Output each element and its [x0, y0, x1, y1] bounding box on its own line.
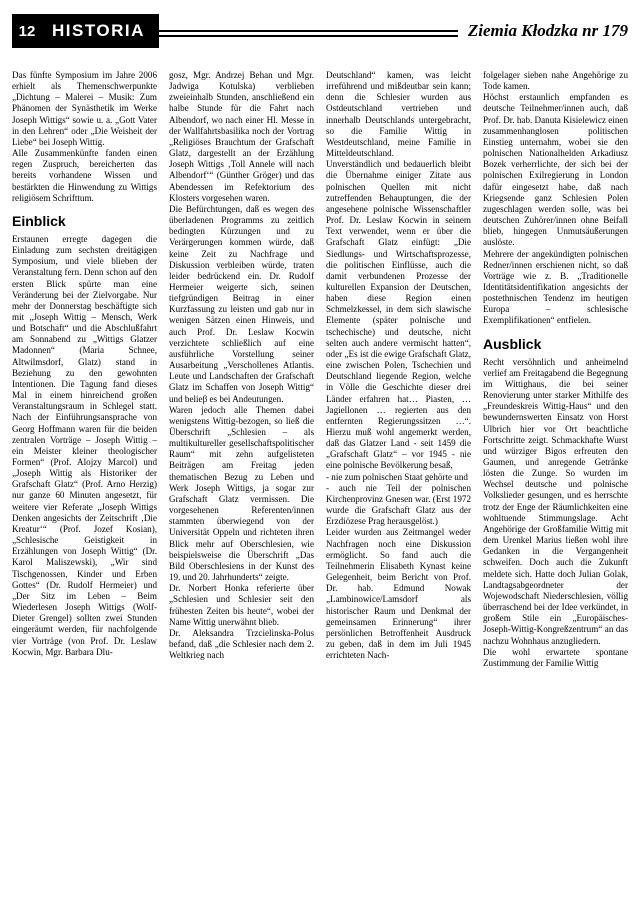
- issue-title: Ziemia Kłodzka nr 179: [458, 14, 628, 48]
- paragraph: Deutschland“ kamen, was leicht irreführend und mißdeutbar sein kann; denn die Schlesier wurden aus Ostdeutschland vertrieben und innerhalb Deutschlands untergebracht, so die Familie Wittig in Westdeutschland, meine Familie in Mitteldeutschland.: [326, 70, 471, 159]
- paragraph: Die Befürchtungen, daß es wegen des überladenen Programms zu zeitlich bedingten Kürzungen und zu Verärgerungen kommen würde, daß keine Zeit zu Nachfrage und Diskussion verbleiben würde, traten leider bedrückend ein. Dr. Rudolf Hermeier weigerte sich, seinen tiefgründigen Beitrag in einer Kurzfassung zu leisten und gab nur in wenigen Sätzen einen Hinweis, und auch Prof. Dr. Leslaw Kocwin verzichtete schließlich auf eine ausführliche Vorstellung seiner Ausarbeitung „Verschollenes Atlantis. Leute und Landschaften der Grafschaft Glatz im Schaffen von Joseph Wittig“ und belieβ es bei Andeutungen.: [169, 203, 314, 404]
- paragraph: folgelager sieben nahe Angehörige zu Tode kamen.: [483, 70, 628, 92]
- paragraph: Dr. Norbert Honka referierte über „Schlesien und Schlesier seit den frühesten Zeiten bis heute“, wobei der Name Wittig unerwähnt blieb.: [169, 583, 314, 627]
- paragraph: Die wohl erwartete spontane Zustimmung der Familie Wittig: [483, 646, 628, 668]
- paragraph: Leider wurden aus Zeitmangel weder Nachfragen noch eine Diskussion ermöglicht. So fand auch die Teilnehmerin Elisabeth Kynast keine Gelegenheit, beim Bericht von Prof. Dr. hab. Edmund Nowak „Lambinowice/Lamsdorf als historischer Raum und Denkmal der gemeinsamen Erinnerung“ ihrer persönlichen Betroffenheit Ausdruck zu geben, daß in dem im Juli 1945 errichteten Nach-: [326, 527, 471, 661]
- paragraph: Mehrere der angekündigten polnischen Redner/innen erschienen nicht, so daß Vorträge wie z. B. „Traditionelle Identitätsidentifikation angesichts der postethnischen Tendenz im heutigen Europa – schlesische Exemplifikationen“ entfielen.: [483, 248, 628, 326]
- column-4: [483, 70, 628, 911]
- masthead-divider-rule: [159, 14, 458, 48]
- paragraph: Alle Zusammenkünfte fanden einen regen Zuspruch, bereicherten das bereits vorhandene Wissen und bestärkten die Hinwendung zu Wittigs religiösem Schrifttum.: [12, 148, 157, 203]
- paragraph: gosz, Mgr. Andrzej Behan und Mgr. Jadwiga Kotulska) verblieben zweieinhalb Stunden, anschließend ein halbe Stunde für die Fahrt nach Albendorf, wo nach einer Hl. Messe in der Wallfahrtsbasilika noch der Vortrag „Religiöses Brauchtum der Grafschaft Glatz, dargestellt an der Erzählung Joseph Wittigs ‚Toll Annele will nach Albendorf‘“ (Günther Gröger) und das Abendessen im Refektorium des Klosters vorgesehen waren.: [169, 70, 314, 203]
- paragraph: Das fünfte Symposium im Jahre 2006 erhielt als Themenschwerpunkte „Dichtung – Malerei – Musik: Zum Phänomen der Synästhetik im Werke Joseph Wittigs“ sowie u. a. „Gott Vater in den Lehren“ oder „Die Weisheit der Liebe“ bei Joseph Wittig.: [12, 70, 157, 147]
- section-title: HISTORIA: [42, 14, 159, 48]
- paragraph: Höchst erstaunlich empfanden es deutsche Teilnehmer/innen auch, daß Prof. Dr. hab. Danuta Kisielewicz einen zusammenhanglosen politischen Einstieg unternahm, wobei sie den polnischen Nationalhelden Arkadiusz Bozek verherrlichte, der sich bei der polnischen Exilregierung in London dafür eingesetzt habe, daß nach Kriegsende ganz Schlesien Polen zugeschlagen werden solle, was bei deutschen Zuhörer/innen ohne Beifall blieb, hingegen Unmutsäußerungen auslöste.: [483, 92, 628, 248]
- column-2: [169, 70, 314, 911]
- paragraph: Waren jedoch alle Themen dabei wenigstens Wittig-bezogen, so ließ die Überschrift „Schlesien – als multikultureller gesellschaftspolitischer Raum“ mit zehn aufgelisteten Beiträgen am Freitag jeden thematischen Bezug zu Leben und Werk Joseph Wittigs, ja sogar zur Grafschaft Glatz vermissen. Die vorgesehenen Referenten/innen stammten überwiegend von der Universität Oppeln und richteten ihren Blick mehr auf Oberschlesien, wie beispielsweise die Überschrift „Das Bild Oberschlesiens in der Kunst des 19. und 20. Jahrhunderts“ zeigte.: [169, 404, 314, 583]
- article-columns: [12, 70, 628, 911]
- paragraph: Unverständlich und bedauerlich bleibt die Übernahme einiger Zitate aus polnischen Quellen mit nicht zutreffenden Behauptungen, die der angesehene polnische Wissenschaftler Prof. Dr. Leslaw Kocwin in seinem Text verwendet, wenn er über die Grafschaft Glatz einfügt: „Die Siedlungs- und Wirtschaftsprozesse, die politischen Einflüsse, auch die damit verbundenen Prozesse der kulturellen Expansion der Deutschen, haben diese Region einen Schmelzkessel, in dem sich slawische Elemente (später polnische und tschechische) und deutsche, nicht selten auch andere vermischt hatten“, oder „Es ist die ewige Grafschaft Glatz, eine zwischen Polen, Tschechien und Deutschland liegende Region, welche in Völle die Geschichte dieser drei Länder erfahren hat… Piasten, … Jagiellonen … regierten aus den entfernten Regierungssitzen …“. Hierzu muß wohl angemerkt werden, daß das Glatzer Land - seit 1459 die „Grafschaft Glatz“ – vor 1945 - nie eine polnische Bevölkerung besaß,: [326, 159, 471, 471]
- masthead: [12, 14, 628, 48]
- page-number: 12: [12, 14, 42, 48]
- paragraph: - nie zum polnischen Staat gehörte und: [326, 471, 468, 482]
- newspaper-page: [0, 14, 640, 919]
- section-heading-einblick: Einblick: [12, 212, 66, 229]
- paragraph: Recht versöhnlich und anheimelnd verlief am Freitagabend die Begegnung im Wittighaus, die bei seiner Renovierung unter starker Mithilfe des „Freundeskreis Wittig-Haus“ und den bewundernswerten Einsatz von Horst Ulbrich hier vor Ort beachtliche Fortschritte zeigt. Schmackhafte Wurst und würziger Bigos erfreuten den Gaumen, und anregende Getränke lösten die Zunge. So wurden im Wechsel deutsche und polnische Volkslieder gesungen, und es herrschte trotz der Enge der Räumlichkeiten eine wohltuende Stimmungslage. Acht Angehörige der Großfamilie Wittig mit dem Urenkel Marius ließen wohl ihre Gedanken in die Vergangenheit schweifen. Doch auch die Zukunft meldete sich. Hatte doch Julian Golak, Landtagsabgeordneter der Wojewodschaft Niederschlesien, völlig überraschend bei der Idee verkündet, in großem Stile ein „Europäisches-Joseph-Wittig-Kongreßzentrum“ an das nachzu Wohnhaus anzugliedern.: [483, 356, 628, 646]
- paragraph: - auch nie Teil der polnischen Kirchenprovinz Gnesen war. (Erst 1972 wurde die Grafschaft Glatz aus der Erzdiözese Prag herausgelöst.): [326, 482, 471, 527]
- paragraph: Dr. Aleksandra Trzcielinska-Polus befand, daß „die Schlesier nach dem 2. Weltkrieg nach: [169, 627, 314, 661]
- masthead-left: [12, 14, 159, 48]
- paragraph: Erstaunen erregte dagegen die Einladung zum sechsten dreitägigen Symposium, und viele blieben der Veranstaltung fern. Denn schon auf den ersten Blick spürte man eine Veränderung bei der Zielvorgabe. Nur mehr der Donnerstag beschäftigte sich mit „Joseph Wittig – Mensch, Werk und Botschaft“ und die Abschlußfahrt am Sonnabend zu „Wittigs Glatzer Madonnen“ (Maria Schnee, Altwilmsdorf, Glatz) stand in Beziehung zu den gewohnten Intentionen. Die Tagung fand dieses Mal in einem hinreichend großen Veranstaltungsraum in Schlegel statt. Nach der Einführungsansprache von Georg Hoffmann waren für die beiden zentralen Vorträge – Joseph Wittig – ein Meister kleiner theologischer Formen“ (Prof. Alojzy Marcol) und „Joseph Wittig als Historiker der Grafschaft Glatz“ (Prof. Arno Herzig) nur ganze 60 Minuten angesetzt, für weitere vier Referate „Joseph Wittigs Denken angesichts der Zeitschrift ‚Die Kreatur‘“ (Prof. Jozef Kosian), „Schlesische Geistigkeit in Erzählungen von Joseph Wittig“ (Dr. Karol Maliszewski), „Wir sind Tischgenossen, Kinder und Erben Gottes“ (Dr. Rudolf Hermeier) und „Der Sitz im Leben – Beim Wiederlesen Joseph Wittigs (Wolf-Dieter Grengel) sollten zwei Stunden eingeräumt werden, für nachfolgende vier Vorträge (von Prof. Dr. Leslaw Kocwin, Mgr. Barbara Dlu-: [12, 233, 157, 657]
- column-1: [12, 70, 157, 911]
- section-heading-ausblick: Ausblick: [483, 335, 542, 352]
- column-3: [326, 70, 471, 911]
